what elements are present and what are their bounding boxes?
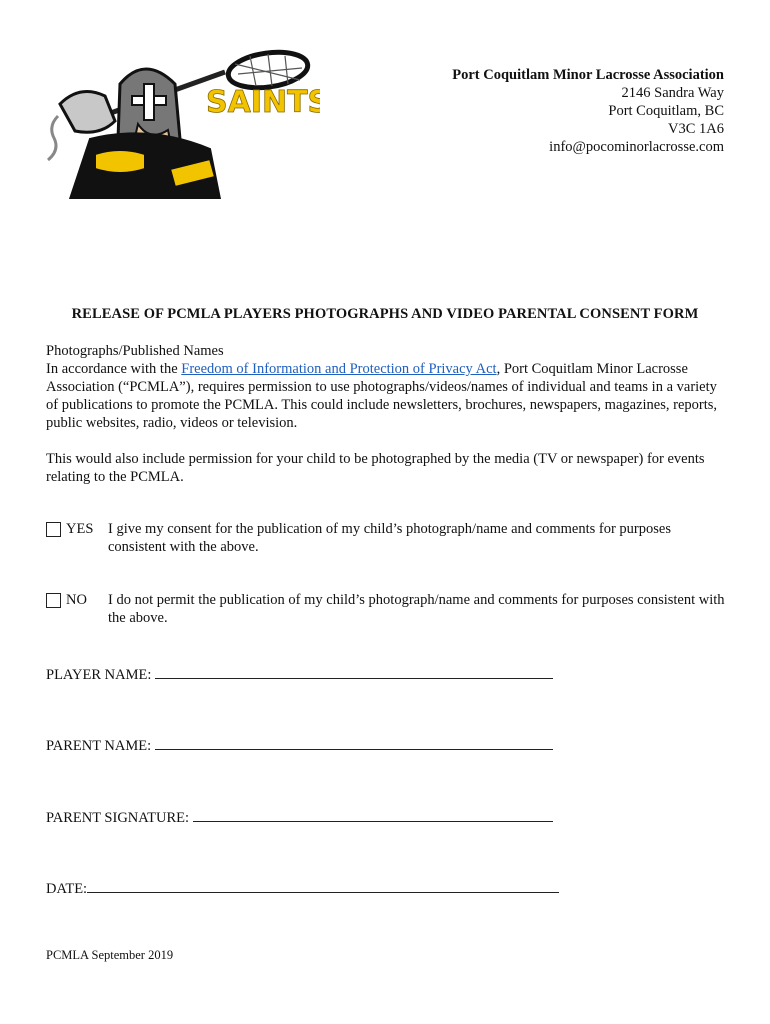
organization-name: Port Coquitlam Minor Lacrosse Association [452, 67, 724, 83]
no-text: I do not permit the publication of my child’s photograph/name and comments for purposes consistent with the above. [108, 592, 725, 626]
consent-text-end: , Port Coquitlam Minor Lacrosse Association (“PCMLA”), requires permission to use photographs/videos/names of individual and teams in a variety of publications to promote the PCMLA. This could include newsletters, brochures, newspapers, magazines, reports, public websites, radio, videos or television. [46, 361, 718, 431]
date-label: DATE: [46, 881, 88, 897]
parent-name-label: PARENT NAME: [46, 738, 152, 754]
yes-text: I give my consent for the publication of my child’s photograph/name and comments for purposes consistent with the above. [108, 521, 671, 555]
yes-checkbox[interactable] [46, 522, 61, 537]
parent-name-field [46, 734, 553, 755]
saints-logo [20, 44, 320, 199]
privacy-act-link[interactable]: Freedom of Information and Protection of Privacy Act [181, 361, 497, 377]
logo-wordmark: SAINTS [206, 85, 320, 120]
option-no [46, 591, 736, 631]
consent-text-start: In accordance with the [46, 361, 182, 377]
organization-city: Port Coquitlam, BC [608, 103, 724, 119]
organization-postal: V3C 1A6 [668, 121, 724, 137]
yes-label: YES [66, 521, 94, 537]
no-label: NO [66, 592, 87, 608]
organization-street: 2146 Sandra Way [621, 85, 724, 101]
section-heading: Photographs/Published Names [46, 343, 224, 359]
date-input[interactable] [87, 877, 559, 893]
parent-signature-label: PARENT SIGNATURE: [46, 810, 190, 826]
footer-note: PCMLA September 2019 [46, 948, 174, 962]
organization-email: info@pocominorlacrosse.com [549, 139, 724, 155]
player-name-label: PLAYER NAME: [46, 667, 152, 683]
player-name-field [46, 663, 553, 684]
parent-name-input[interactable] [155, 734, 553, 750]
date-field [46, 877, 559, 898]
parent-signature-field [46, 806, 553, 827]
saints-logo-graphic [20, 44, 320, 199]
organization-address [452, 66, 724, 156]
player-name-input[interactable] [155, 663, 553, 679]
no-checkbox[interactable] [46, 593, 61, 608]
consent-text [46, 360, 726, 432]
media-paragraph: This would also include permission for your child to be photographed by the media (TV or newspaper) for events relating to the PCMLA. [46, 451, 705, 485]
consent-paragraph [46, 342, 726, 432]
parent-signature-input[interactable] [193, 806, 553, 822]
form-title: RELEASE OF PCMLA PLAYERS PHOTOGRAPHS AND VIDEO PARENTAL CONSENT FORM [71, 306, 699, 322]
option-yes [46, 520, 736, 560]
